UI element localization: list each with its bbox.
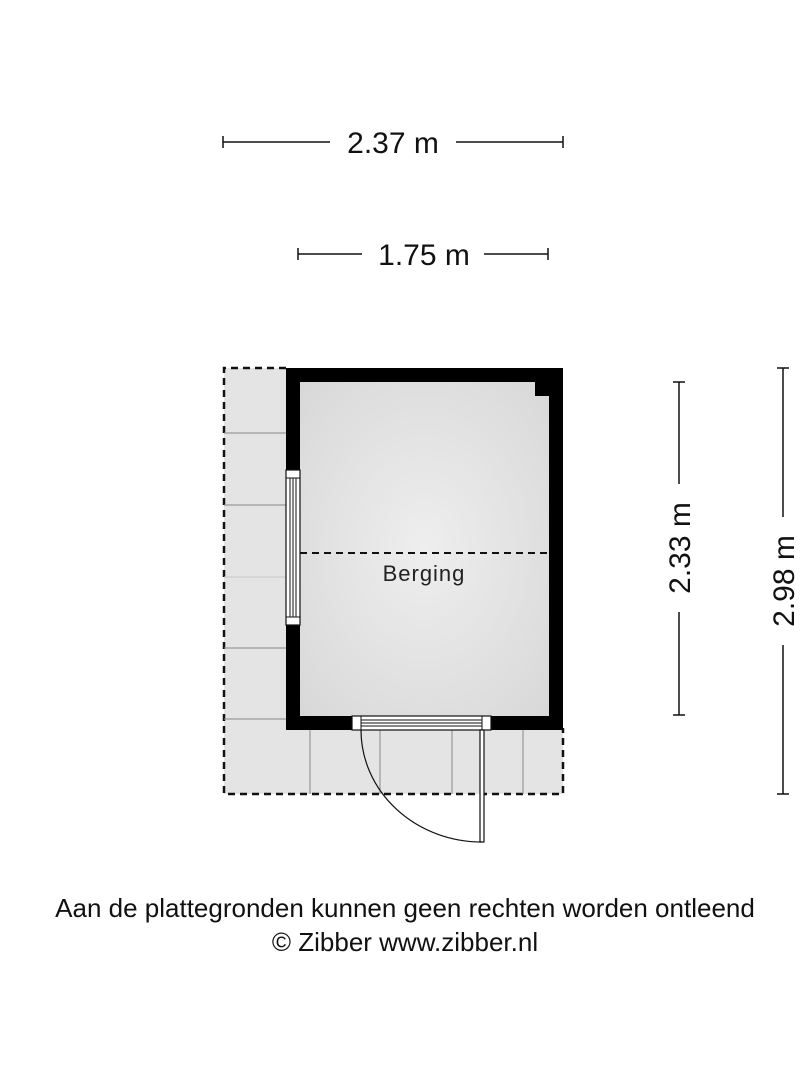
outer-width-label: 2.37 m	[347, 127, 439, 160]
wall-column	[535, 382, 549, 396]
outer-depth-label: 2.98 m	[768, 535, 801, 627]
inner-width-label: 1.75 m	[378, 239, 470, 272]
room-floor	[286, 368, 563, 730]
inner-depth-label: 2.33 m	[664, 502, 697, 594]
disclaimer-text: Aan de plattegronden kunnen geen rechten worden ontleend	[55, 893, 755, 923]
room-label: Berging	[382, 561, 466, 586]
copyright-text: © Zibber www.zibber.nl	[271, 927, 539, 957]
window	[286, 470, 300, 625]
door-leaf	[480, 730, 484, 842]
